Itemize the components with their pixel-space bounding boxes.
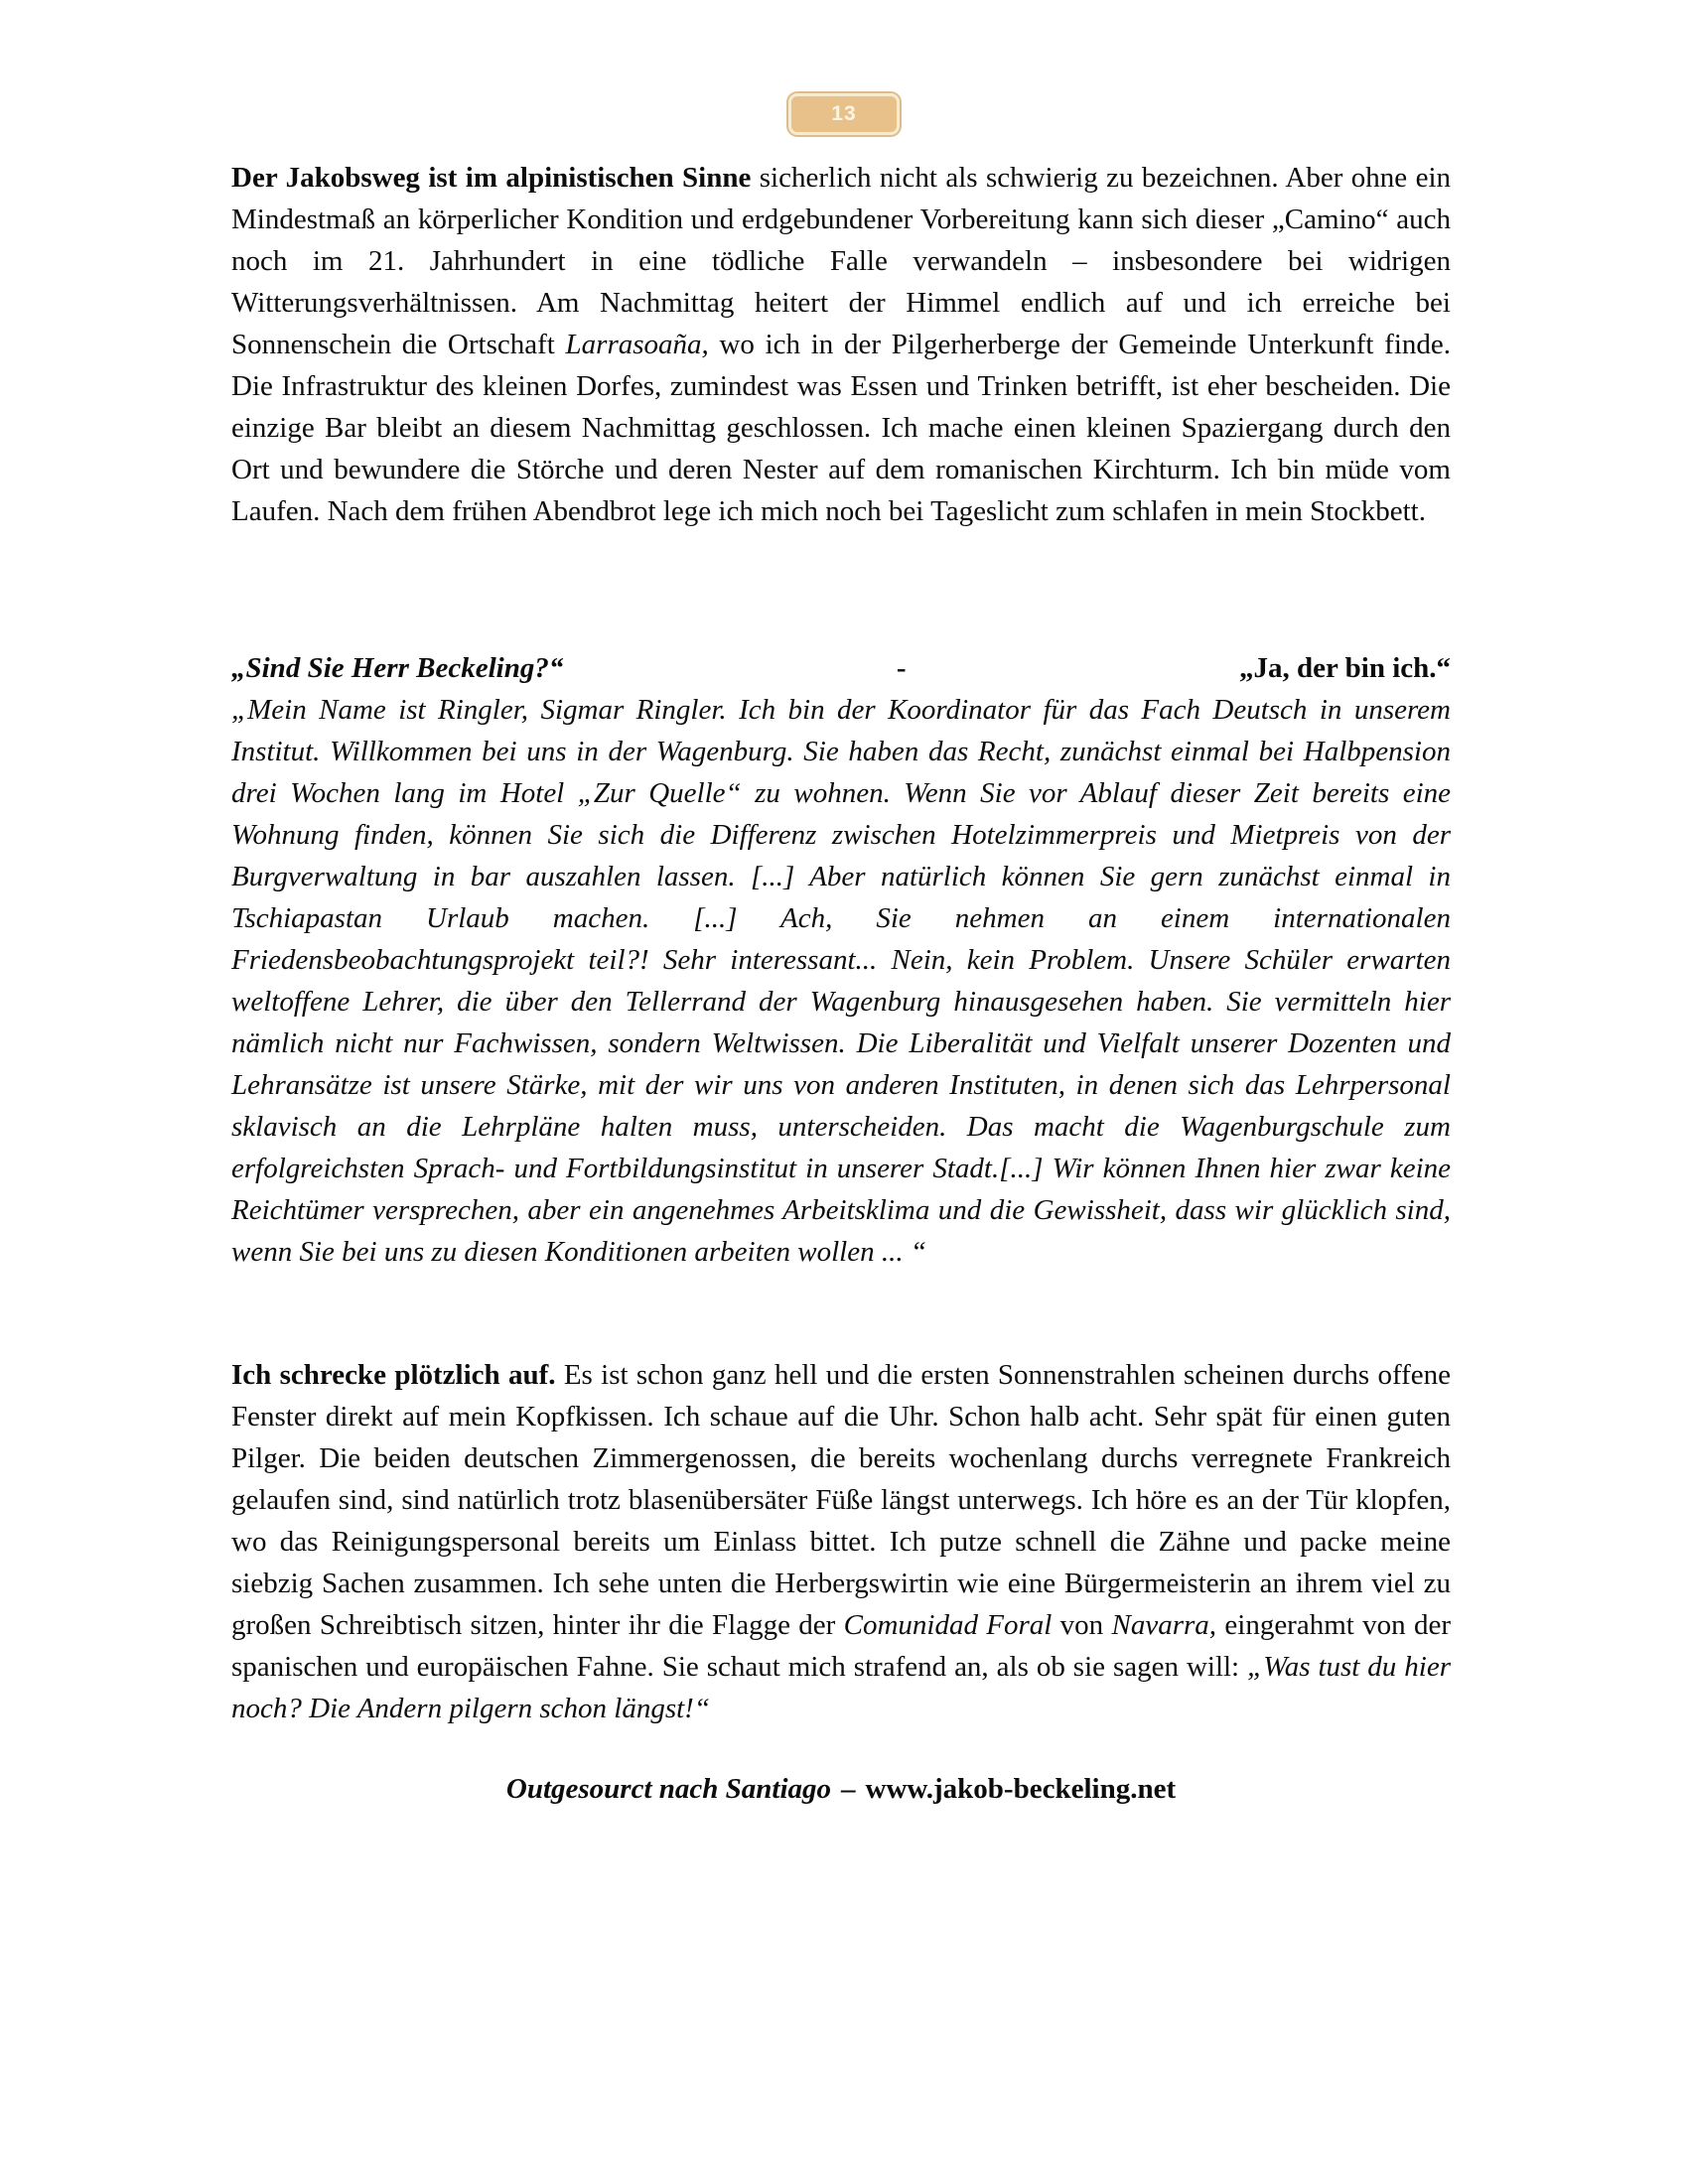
- dialog-header-line: [231, 647, 1451, 689]
- monologue-text: „Mein Name ist Ringler, Sigmar Ringler. Ich bin der Koordinator für das Fach Deutsch in unserem Institut. Willkommen bei uns in der Wagenburg. Sie haben das Recht, zunächst einmal bei Halbpension drei Wochen lang im Hotel „Zur Quelle“ zu wohnen. Wenn Sie vor Ablauf dieser Zeit bereits eine Wohnung finden, können Sie sich die Differenz zwischen Hotelzimmerpreis und Mietpreis von der Burgverwaltung in bar auszahlen lassen. [...] Aber natürlich können Sie gern zunächst einmal in Tschiapastan Urlaub machen. [...] Ach, Sie nehmen an einem internationalen Friedensbeobachtungsprojekt teil?! Sehr interessant... Nein, kein Problem. Unsere Schüler erwarten weltoffene Lehrer, die über den Tellerrand der Wagenburg hinausgesehen haben. Sie vermitteln hier nämlich nicht nur Fachwissen, sondern Weltwissen. Die Liberalität und Vielfalt unserer Dozenten und Lehransätze ist unsere Stärke, mit der wir uns von anderen Instituten, in denen sich das Lehrpersonal sklavisch an die Lehrpläne halten muss, unterscheiden. Das macht die Wagenburgschule zum erfolgreichsten Sprach- und Fortbildungsinstitut in unserer Stadt.[...] Wir können Ihnen hier zwar keine Reichtümer versprechen, aber ein angenehmes Arbeitsklima und die Gewissheit, dass wir glücklich sind, wenn Sie bei uns zu diesen Konditionen arbeiten wollen ... “: [231, 694, 1451, 1268]
- page-number-row: [0, 0, 1688, 135]
- paragraph-monologue: [231, 689, 1451, 1273]
- flag-name-comunidad-foral: Comunidad Foral: [843, 1609, 1053, 1641]
- page-footer: [231, 1769, 1451, 1809]
- paragraph-jakobsweg-text-b: wo ich in der Pilgerherberge der Gemeinde Unterkunft finde. Die Infrastruktur des kleinen Dorfes, zumindest was Essen und Trinken betrifft, ist eher bescheiden. Die einzige Bar bleibt an diesem Nachmittag geschlossen. Ich mache einen kleinen Spaziergang durch den Ort und bewundere die Störche und deren Nester auf dem romanischen Kirchturm. Ich bin müde vom Laufen. Nach dem frühen Abendbrot lege ich mich noch bei Tageslicht zum schlafen in mein Stockbett.: [231, 329, 1451, 527]
- paragraph-jakobsweg-text-a: sicherlich nicht als schwierig zu bezeichnen. Aber ohne ein Mindestmaß an körperlicher Kondition und erdgebundener Vorbereitung kann sich dieser „Camino“ auch noch im 21. Jahrhundert in eine tödliche Falle verwandeln – insbesondere bei widrigen Witterungsverhältnissen. Am Nachmittag heitert der Himmel endlich auf und ich erreiche bei Sonnenschein die Ortschaft: [231, 162, 1451, 360]
- paragraph-morning: [231, 1354, 1451, 1729]
- page-content: [231, 157, 1451, 1809]
- paragraph-jakobsweg-bold-lead: Der Jakobsweg ist im alpinistischen Sinne: [231, 162, 752, 194]
- page-number-badge: [788, 93, 899, 135]
- paragraph-morning-text-c: eingerahmt von der spanischen und europäischen Fahne. Sie schaut mich strafend an, als ob sie sagen will:: [231, 1609, 1452, 1683]
- footer-book-title: Outgesourct nach Santiago: [505, 1773, 832, 1805]
- footer-website-url: www.jakob-beckeling.net: [865, 1773, 1177, 1805]
- dialog-answer: „Ja, der bin ich.“: [1239, 652, 1451, 684]
- dialog-question: „Sind Sie Herr Beckeling?“: [231, 652, 564, 684]
- closing-quote: „Was tust du hier noch? Die Andern pilgern schon längst!“: [231, 1651, 1451, 1724]
- paragraph-morning-bold-lead: Ich schrecke plötzlich auf.: [231, 1359, 556, 1391]
- paragraph-jakobsweg: [231, 157, 1451, 532]
- region-name-navarra: Navarra,: [1111, 1609, 1217, 1641]
- dialog-separator: -: [896, 652, 907, 684]
- paragraph-morning-text-a: Es ist schon ganz hell und die ersten Sonnenstrahlen scheinen durchs offene Fenster direkt auf mein Kopfkissen. Ich schaue auf die Uhr. Schon halb acht. Sehr spät für einen guten Pilger. Die beiden deutschen Zimmergenossen, die bereits wochenlang durchs verregnete Frankreich gelaufen sind, sind natürlich trotz blasenübersäter Füße längst unterwegs. Ich höre es an der Tür klopfen, wo das Reinigungspersonal bereits um Einlass bittet. Ich putze schnell die Zähne und packe meine siebzig Sachen zusammen. Ich sehe unten die Herbergswirtin wie eine Bürgermeisterin an ihrem viel zu großen Schreibtisch sitzen, hinter ihr die Flagge der: [231, 1359, 1451, 1641]
- place-name-larrasoana: Larrasoaña,: [565, 329, 709, 360]
- paragraph-morning-text-b: von: [1052, 1609, 1112, 1641]
- footer-separator: –: [841, 1773, 856, 1805]
- page-number: 13: [831, 102, 857, 125]
